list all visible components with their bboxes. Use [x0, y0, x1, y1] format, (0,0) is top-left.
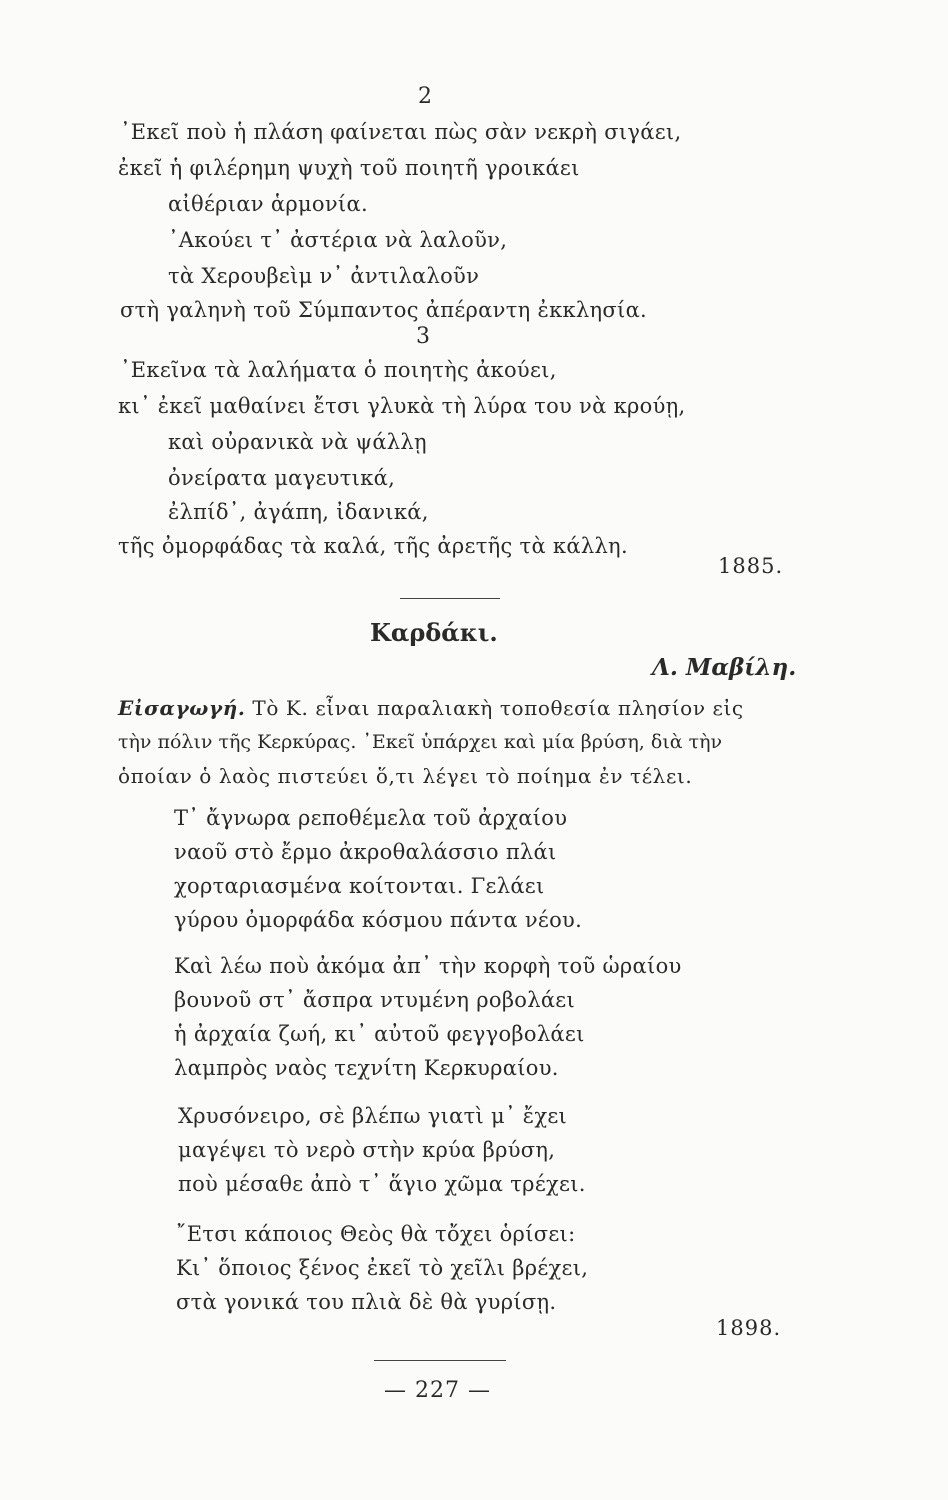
verse-line: Τ᾿ ἄγνωρα ρεποθέμελα τοῦ ἀρχαίου	[174, 806, 568, 830]
verse-line: ᾿Εκεῖνα τὰ λαλήματα ὁ ποιητὴς ἀκούει,	[120, 358, 557, 382]
verse-line: ᾿Ακούει τ᾿ ἀστέρια νὰ λαλοῦν,	[168, 228, 508, 252]
verse-line: ὀνείρατα μαγευτικά,	[168, 466, 396, 490]
intro-line: τὴν πόλιν τῆς Κερκύρας. ᾿Εκεῖ ὑπάρχει καὶ μία βρύση, διὰ τὴν	[118, 731, 723, 753]
verse-line: αἰθέριαν ἁρμονία.	[168, 192, 368, 216]
verse-line: μαγέψει τὸ νερὸ στὴν κρύα βρύση,	[178, 1138, 556, 1162]
poem-author: Λ. Μαβίλη.	[652, 654, 797, 681]
verse-line: ῎Ετσι κάποιος Θεὸς θὰ τὄχει ὁρίσει:	[176, 1222, 576, 1246]
intro-text: Τὸ Κ. εἶναι παραλιακὴ τοποθεσία πλησίον εἰς	[252, 696, 744, 720]
verse-line: ᾿Εκεῖ ποὺ ἡ πλάση φαίνεται πὼς σὰν νεκρὴ σιγάει,	[120, 120, 682, 144]
intro-paragraph	[118, 692, 744, 724]
verse-line: γύρου ὀμορφάδα κόσμου πάντα νέου.	[174, 908, 583, 932]
poem-title: Καρδάκι.	[370, 618, 498, 647]
verse-line: ἡ ἀρχαία ζωή, κι᾿ αὐτοῦ φεγγοβολάει	[174, 1022, 585, 1046]
stanza-number-2: 2	[418, 84, 432, 109]
verse-line: βουνοῦ στ᾿ ἄσπρα ντυμένη ροβολάει	[174, 988, 576, 1012]
verse-line: κι᾿ ἐκεῖ μαθαίνει ἔτσι γλυκὰ τὴ λύρα του νὰ κρούῃ,	[118, 394, 686, 418]
verse-line: ἐλπίδ᾿, ἀγάπη, ἰδανικά,	[168, 500, 429, 524]
verse-line: χορταριασμένα κοίτονται. Γελάει	[174, 874, 545, 898]
verse-line: Καὶ λέω ποὺ ἀκόμα ἀπ᾿ τὴν κορφὴ τοῦ ὡραίου	[174, 954, 682, 978]
section-divider	[374, 1360, 506, 1361]
stanza-number-3: 3	[416, 324, 430, 349]
poem-year: 1898.	[716, 1316, 782, 1340]
verse-line: ἐκεῖ ἡ φιλέρημη ψυχὴ τοῦ ποιητῆ γροικάει	[118, 156, 580, 180]
intro-line: ὁποίαν ὁ λαὸς πιστεύει ὅ,τι λέγει τὸ ποίημα ἐν τέλει.	[118, 764, 693, 788]
verse-line: λαμπρὸς ναὸς τεχνίτη Κερκυραίου.	[174, 1056, 559, 1080]
verse-line: ποὺ μέσαθε ἀπὸ τ᾿ ἅγιο χῶμα τρέχει.	[178, 1172, 586, 1196]
verse-line: στὴ γαληνὴ τοῦ Σύμπαντος ἀπέραντη ἐκκλησία.	[120, 298, 648, 322]
verse-line: Κι᾿ ὅποιος ξένος ἐκεῖ τὸ χεῖλι βρέχει,	[176, 1256, 589, 1280]
verse-line: καὶ οὐρανικὰ νὰ ψάλλῃ	[168, 430, 427, 454]
poem-year: 1885.	[718, 554, 784, 578]
intro-label: Εἰσαγωγή.	[118, 696, 246, 720]
verse-line: ναοῦ στὸ ἔρμο ἀκροθαλάσσιο πλάι	[174, 840, 557, 864]
verse-line: Χρυσόνειρο, σὲ βλέπω γιατὶ μ᾿ ἔχει	[178, 1104, 568, 1128]
verse-line: τὰ Χερουβεὶμ ν᾿ ἀντιλαλοῦν	[168, 264, 480, 288]
verse-line: στὰ γονικά του πλιὰ δὲ θὰ γυρίσῃ.	[176, 1290, 557, 1314]
verse-line: τῆς ὀμορφάδας τὰ καλά, τῆς ἀρετῆς τὰ κάλλη.	[118, 534, 628, 558]
page-number: — 227 —	[384, 1378, 491, 1403]
section-divider	[400, 598, 500, 599]
